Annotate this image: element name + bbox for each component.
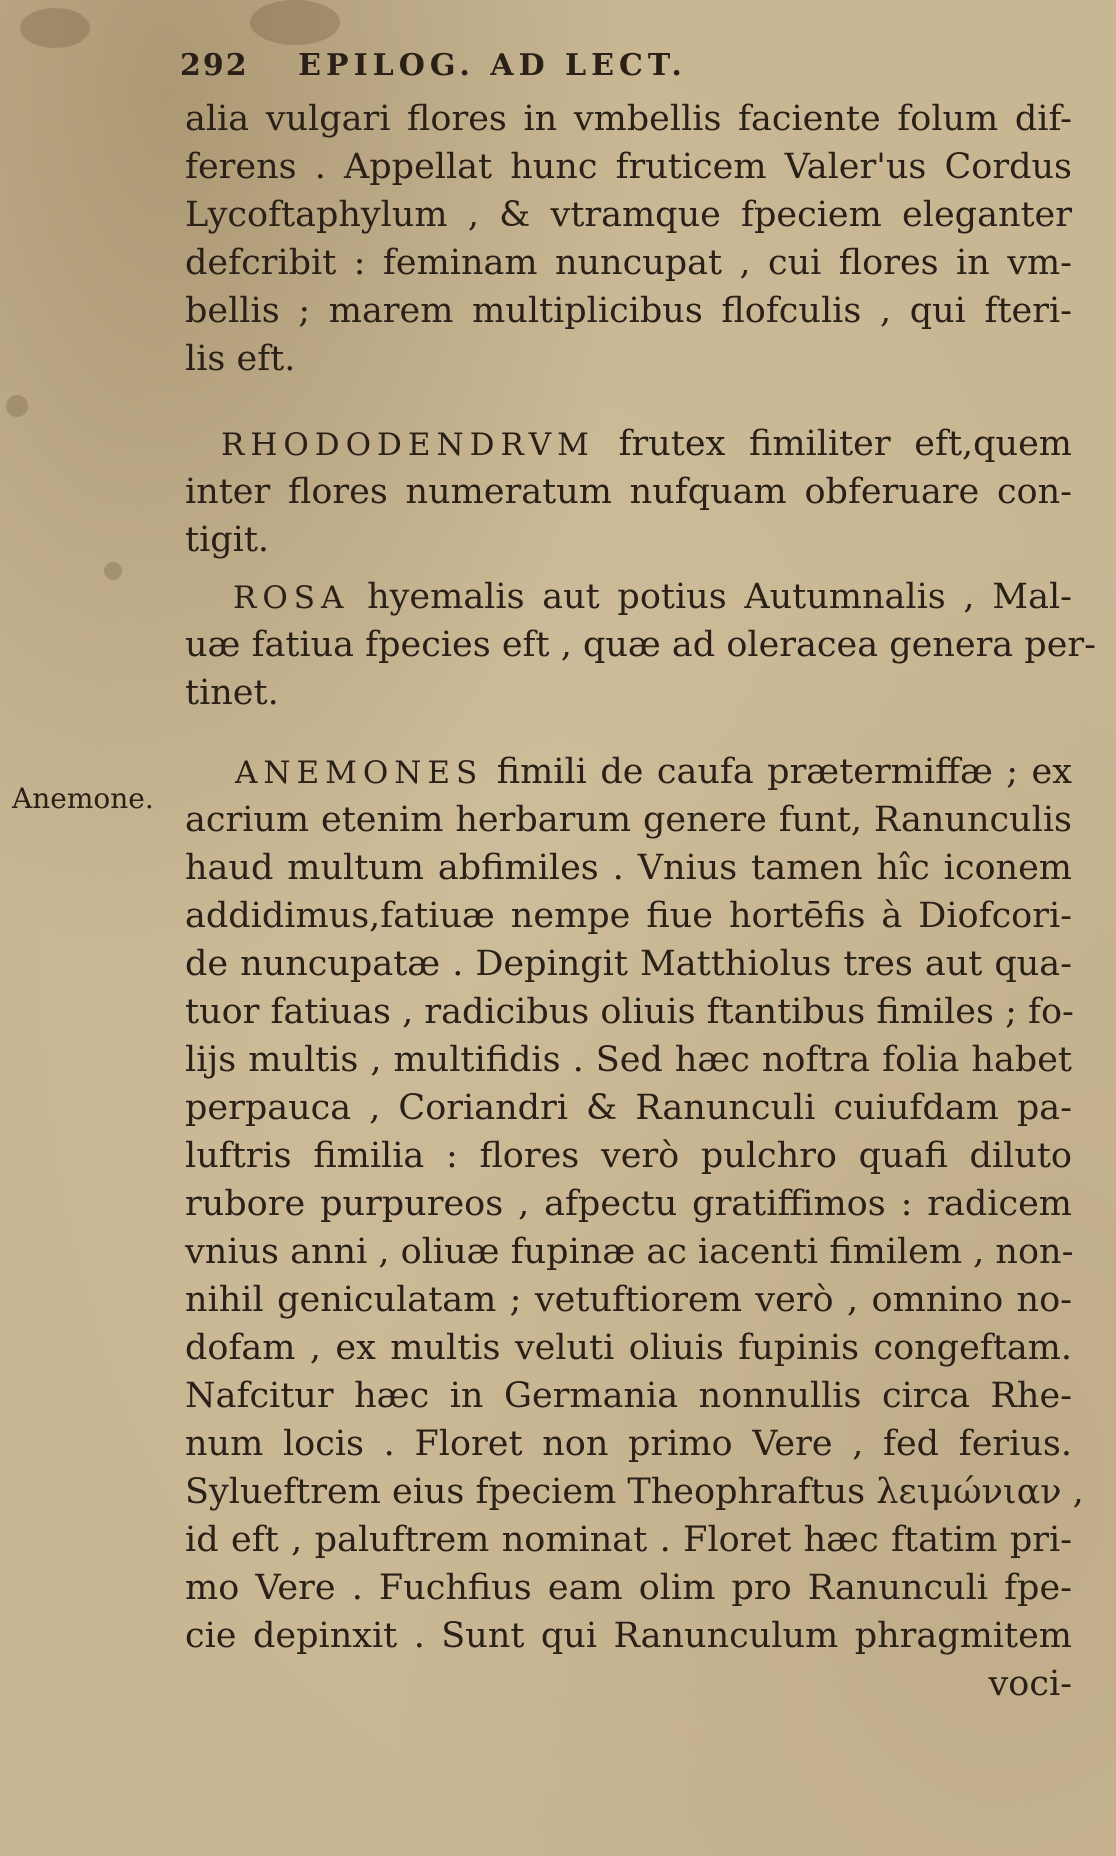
foxing-spot (250, 0, 340, 45)
foxing-spot (20, 8, 90, 48)
text-line: addidimus,fatiuæ nempe fiue hortēfis à Diofcori- (185, 896, 1072, 936)
running-title: EPILOG. AD LECT. (298, 48, 687, 83)
text-line: Nafcitur hæc in Germania nonnullis circa Rhe- (185, 1376, 1072, 1416)
paragraph-rosa: ROSA hyemalis aut potius Autumnalis , Mal- (233, 577, 1072, 617)
text-line: mo Vere . Fuchfius eam olim pro Ranunculi fpe- (185, 1568, 1072, 1608)
lead-word: RHODODENDRVM (221, 427, 595, 463)
running-header (180, 48, 687, 83)
text-line: Lycoftaphylum , & vtramque fpeciem eleganter (185, 195, 1072, 235)
text-line: rubore purpureos , afpectu gratiffimos : radicem (185, 1184, 1072, 1224)
text-line: Sylueftrem eius fpeciem Theophraftus λειμώνιαν , (185, 1472, 1084, 1512)
text-line: tuor fatiuas , radicibus oliuis ftantibus fimiles ; fo- (185, 992, 1074, 1032)
lead-word: ANEMONES (235, 755, 484, 791)
text-line: luftris fimilia : flores verò pulchro quafi diluto (185, 1136, 1072, 1176)
text-line: inter flores numeratum nufquam obferuare con- (185, 472, 1072, 512)
lead-word: ROSA (233, 580, 350, 616)
text-line: acrium etenim herbarum genere funt, Ranunculis (185, 800, 1072, 840)
text-line: cie depinxit . Sunt qui Ranunculum phragmitem (185, 1616, 1072, 1656)
text-line: nihil geniculatam ; vetuftiorem verò , omnino no- (185, 1280, 1072, 1320)
text-line: dofam , ex multis veluti oliuis fupinis congeftam. (185, 1328, 1072, 1368)
text-line: lis eft. (185, 339, 296, 379)
text-line: alia vulgari flores in vmbellis faciente folum dif- (185, 99, 1072, 139)
text-line: lijs multis , multifidis . Sed hæc noftra folia habet (185, 1040, 1072, 1080)
foxing-spot (104, 562, 122, 580)
foxing-spot (6, 395, 28, 417)
catchword: voci- (988, 1664, 1072, 1704)
text-line: tigit. (185, 520, 270, 560)
text-line: num locis . Floret non primo Vere , fed ferius. (185, 1424, 1072, 1464)
paragraph-anemones: ANEMONES fimili de caufa prætermiffæ ; ex (235, 752, 1072, 792)
text-line: defcribit : feminam nuncupat , cui flores in vm- (185, 243, 1072, 283)
text-line: haud multum abfimiles . Vnius tamen hîc iconem (185, 848, 1072, 888)
paragraph-rhododendrum: RHODODENDRVM frutex fimiliter eft,quem (221, 424, 1072, 464)
text-line: ferens . Appellat hunc fruticem Valer'us Cordus (185, 147, 1072, 187)
text-line: bellis ; marem multiplicibus flofculis , qui fteri- (185, 291, 1072, 331)
page-number: 292 (180, 48, 249, 83)
text-line: id eft , paluftrem nominat . Floret hæc ftatim pri- (185, 1520, 1072, 1560)
text-line: tinet. (185, 673, 279, 713)
text-line: de nuncupatæ . Depingit Matthiolus tres aut qua- (185, 944, 1072, 984)
text-line: perpauca , Coriandri & Ranunculi cuiufdam pa- (185, 1088, 1072, 1128)
text-line: vnius anni , oliuæ fupinæ ac iacenti fimilem , non- (185, 1232, 1074, 1272)
text-line: uæ fatiua fpecies eft , quæ ad oleracea genera per- (185, 625, 1096, 665)
margin-note: Anemone. (12, 782, 154, 815)
